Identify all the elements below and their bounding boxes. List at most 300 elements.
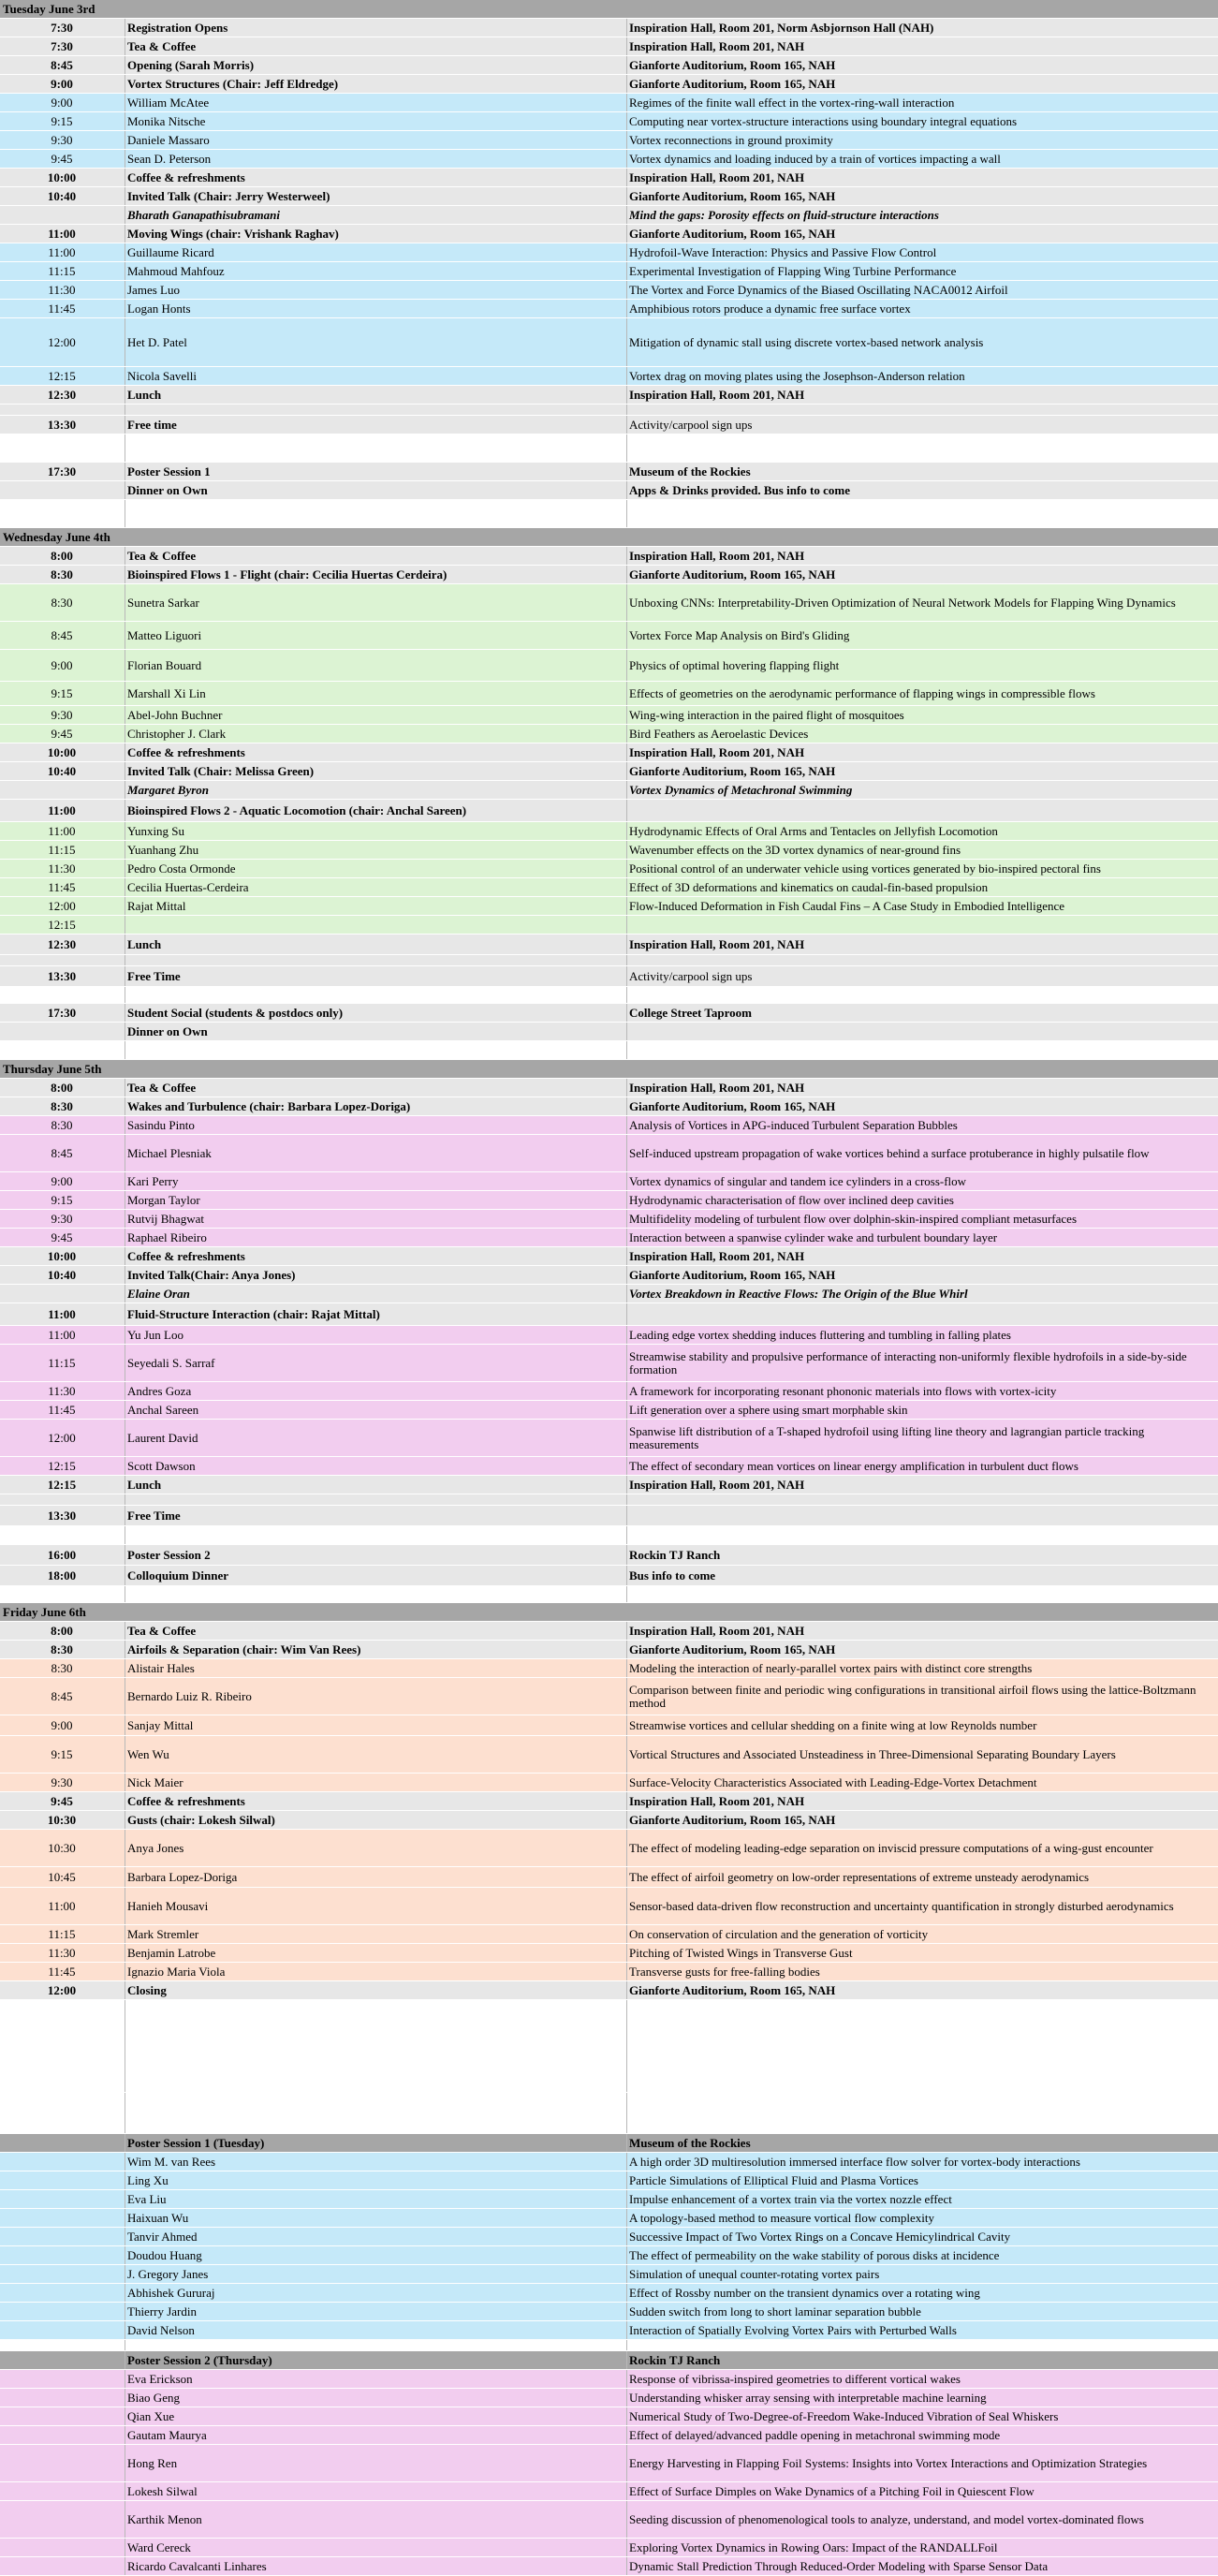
talk-title [629,1774,1215,1791]
column-divider [626,916,627,934]
talk-time-text: 9:30 [51,132,73,147]
session-time [0,743,124,761]
session-location [629,416,1215,434]
speaker-name [127,822,624,840]
speaker-name-text: Matteo Liguori [127,627,202,642]
talk-title-text: The effect of airfoil geometry on low-order representations of extreme unsteady aerodynamics [629,1869,1090,1884]
talk-time [0,1774,124,1791]
talk-time [0,94,124,111]
column-divider [626,206,627,224]
talk-title [629,1736,1215,1773]
day-title: Friday June 6th [3,1604,86,1619]
column-divider [626,725,627,743]
invited-talk-title [629,1285,1215,1303]
column-divider [626,94,627,111]
poster-presenter-text: Eva Liu [127,2191,167,2206]
poster-title-text: Sudden switch from long to short laminar separation bubble [629,2304,921,2318]
spacer-row [0,2093,1218,2134]
session-time [0,463,124,480]
session-title [127,19,624,37]
talk-time [0,1116,124,1134]
day-header [0,528,1218,547]
session-time-text: 12:30 [47,387,77,402]
speaker-name-text: Sunetra Sarkar [127,595,199,610]
column-divider [626,262,627,280]
talk-row [0,281,1218,300]
day-header [0,1060,1218,1079]
session-time-text: 10:40 [47,1267,77,1282]
session-time [0,1247,124,1265]
session-time [0,1097,124,1115]
column-divider [626,878,627,896]
session-title [127,1247,624,1265]
talk-title-text: Vortex dynamics and loading induced by a train of vortices impacting a wall [629,151,1001,166]
session-location-text: Inspiration Hall, Room 201, NAH [629,169,805,184]
session-title-text: Free Time [127,1508,181,1523]
poster-row [0,2246,1218,2265]
talk-title-text: Wing-wing interaction in the paired flight of mosquitoes [629,707,904,722]
talk-row [0,94,1218,112]
session-time [0,225,124,243]
talk-title-text: The Vortex and Force Dynamics of the Biased Oscillating NACA0012 Airfoil [629,282,1008,297]
speaker-name [127,1229,624,1246]
poster-row [0,2370,1218,2389]
speaker-name [127,1736,624,1773]
session-title [127,566,624,583]
session-title [127,1506,624,1525]
session-time-text: 8:30 [51,1641,73,1656]
column-divider [626,2426,627,2444]
session-time-text: 8:00 [51,1080,73,1095]
session-title [127,547,624,565]
session-location-text: Gianforte Auditorium, Room 165, NAH [629,1098,836,1113]
session-location [629,169,1215,186]
session-time-text: 8:30 [51,567,73,581]
talk-row [0,1172,1218,1191]
poster-presenter-text: Gautam Maurya [127,2427,207,2442]
session-time-text: 11:00 [48,1306,76,1321]
column-divider [626,2351,627,2369]
poster-title-text: Impulse enhancement of a vortex train via the vortex nozzle effect [629,2191,952,2206]
poster-title [629,2407,1215,2425]
poster-presenter [127,2501,624,2538]
column-divider [626,2340,627,2350]
session-location [629,1097,1215,1115]
session-title [127,1097,624,1115]
poster-title-text: Simulation of unequal counter-rotating vortex pairs [629,2266,880,2281]
session-location-text: Museum of the Rockies [629,464,751,478]
invited-talk-row [0,206,1218,225]
talk-title [629,243,1215,261]
speaker-name [127,897,624,915]
session-time [0,19,124,37]
speaker-name-text: Rutvij Bhagwat [127,1211,204,1226]
gap-row [0,955,1218,966]
talk-row [0,1345,1218,1382]
spacer-row [0,434,1218,463]
talk-time [0,1210,124,1228]
session-time [0,75,124,93]
poster-title-text: A high order 3D multiresolution immersed interface flow solver for vortex-body interactions [629,2154,1080,2169]
column-divider [626,2501,627,2538]
poster-presenter-text: Ling Xu [127,2172,169,2187]
poster-presenter [127,2539,624,2556]
talk-row [0,131,1218,150]
talk-time-text: 11:00 [48,244,76,259]
talk-row [0,150,1218,169]
speaker-name-text: Nick Maier [127,1774,183,1789]
session-time-text: 10:40 [47,763,77,778]
column-divider [626,243,627,261]
column-divider [626,1285,627,1303]
talk-row [0,300,1218,318]
session-time [0,386,124,404]
column-divider [626,1229,627,1246]
poster-presenter-text: David Nelson [127,2322,195,2337]
talk-title-text: Vortex drag on moving plates using the Josephson-Anderson relation [629,368,965,383]
session-title [127,1476,624,1494]
poster-presenter-text: Biao Geng [127,2390,180,2405]
session-time-text: 7:30 [51,20,73,35]
talk-time-text: 9:00 [51,657,73,672]
session-row [0,566,1218,584]
invited-speaker [127,781,624,799]
poster-presenter-text: Karthik Menon [127,2511,202,2526]
column-divider [626,1097,627,1115]
session-location-text: Inspiration Hall, Room 201, NAH [629,936,805,951]
session-location-text: Gianforte Auditorium, Room 165, NAH [629,763,836,778]
talk-row [0,1191,1218,1210]
session-title-text: Invited Talk(Chair: Anya Jones) [127,1267,296,1282]
speaker-name [127,841,624,859]
session-time-text: 9:45 [51,1793,73,1808]
session-time [0,1811,124,1829]
talk-time-text: 9:15 [51,1746,73,1761]
session-location-text: Gianforte Auditorium, Room 165, NAH [629,1812,836,1827]
speaker-name [127,1210,624,1228]
session-title [127,1981,624,1999]
poster-title [629,2389,1215,2407]
column-divider [626,2246,627,2264]
session-title-text: Dinner on Own [127,1023,208,1038]
session-title-text: Moving Wings (chair: Vrishank Raghav) [127,226,339,241]
poster-title [629,2321,1215,2339]
talk-title-text: Wavenumber effects on the 3D vortex dynamics of near-ground fins [629,842,961,857]
talk-time [0,860,124,877]
speaker-name-text: Yuanhang Zhu [127,842,199,857]
column-divider [626,1830,627,1866]
poster-title [629,2445,1215,2481]
poster-row [0,2501,1218,2539]
talk-title [629,112,1215,130]
talk-title-text: Analysis of Vortices in APG-induced Turbulent Separation Bubbles [629,1117,958,1132]
column-divider [626,1041,627,1059]
talk-title-text: Self-induced upstream propagation of wake vortices behind a surface protuberance in highly pulsatile flow [629,1145,1150,1160]
session-title [127,966,624,986]
column-divider [626,1210,627,1228]
talk-row [0,1457,1218,1476]
session-title [127,1641,624,1658]
day-title: Thursday June 5th [3,1061,102,1076]
speaker-name-text: Benjamin Latrobe [127,1945,216,1960]
poster-title [629,2426,1215,2444]
session-location [629,762,1215,780]
talk-title-text: The effect of secondary mean vortices on linear energy amplification in turbulent duct flows [629,1458,1079,1473]
talk-time-text: 9:15 [51,685,73,700]
poster-presenter-text: Abhishek Gururaj [127,2285,215,2300]
talk-title [629,1229,1215,1246]
poster-presenter-text: Eva Erickson [127,2371,193,2386]
session-location [629,1506,1215,1525]
speaker-name-text: Christopher J. Clark [127,726,227,741]
speaker-name [127,916,624,934]
column-divider [626,112,627,130]
poster-title [629,2501,1215,2538]
poster-session-title [127,2134,624,2152]
column-divider [626,150,627,168]
talk-title [629,367,1215,385]
session-time [0,1641,124,1658]
speaker-name [127,300,624,317]
speaker-name-text: Raphael Ribeiro [127,1229,207,1244]
talk-title [629,725,1215,743]
speaker-name [127,150,624,168]
session-title-text: Airfoils & Separation (chair: Wim Van Rees) [127,1641,361,1656]
session-time [0,547,124,565]
session-time-text: 18:00 [47,1568,77,1582]
session-time-text: 10:00 [47,1248,77,1263]
talk-row [0,367,1218,386]
session-title-text: Closing [127,1982,167,1997]
column-divider [626,37,627,55]
talk-row [0,860,1218,878]
talk-time-text: 9:00 [51,1173,73,1188]
column-divider [626,416,627,434]
talk-time [0,1172,124,1190]
poster-presenter [127,2246,624,2264]
session-location-text: Inspiration Hall, Room 201, NAH [629,1793,805,1808]
speaker-name-text: Mark Stremler [127,1926,199,1941]
invited-talk-title [629,206,1215,224]
session-time [0,1004,124,1022]
session-title-text: Fluid-Structure Interaction (chair: Rajat Mittal) [127,1306,380,1321]
speaker-name [127,1963,624,1980]
talk-row [0,1736,1218,1774]
talk-time [0,243,124,261]
talk-time-text: 11:45 [48,1964,76,1979]
poster-presenter [127,2482,624,2500]
column-divider [626,2134,627,2152]
talk-title [629,650,1215,681]
speaker-name [127,860,624,877]
poster-title-text: Understanding whisker array sensing with interpretable machine learning [629,2390,987,2405]
talk-title [629,1210,1215,1228]
column-divider [626,2303,627,2320]
session-title-text: Poster Session 2 [127,1547,211,1562]
poster-row [0,2539,1218,2557]
speaker-name-text: Alistair Hales [127,1660,195,1675]
poster-title [629,2190,1215,2208]
poster-title-text: The effect of permeability on the wake stability of porous disks at incidence [629,2247,1000,2262]
poster-row [0,2445,1218,2482]
talk-time-text: 9:45 [51,151,73,166]
session-time [0,169,124,186]
speaker-name [127,1659,624,1677]
poster-title-text: Effect of Rossby number on the transient dynamics over a rotating wing [629,2285,980,2300]
talk-title [629,1944,1215,1962]
talk-time-text: 9:45 [51,726,73,741]
session-location-text: Inspiration Hall, Room 201, NAH [629,387,805,402]
talk-row [0,1210,1218,1229]
speaker-name-text: Marshall Xi Lin [127,685,206,700]
speaker-name-text: Wen Wu [127,1746,169,1761]
talk-title-text: Unboxing CNNs: Interpretability-Driven Optimization of Neural Network Models for Flapping Wing Dynamics [629,595,1176,610]
column-divider [626,1266,627,1284]
session-location-text: Gianforte Auditorium, Room 165, NAH [629,188,836,203]
talk-title-text: Comparison between finite and periodic wing configurations in transitional airfoil flows using the lattice-Boltzmann method [629,1682,1196,1710]
column-divider [626,1247,627,1265]
session-row [0,800,1218,822]
column-divider [626,2539,627,2556]
poster-row [0,2284,1218,2303]
poster-presenter-text: Tanvir Ahmed [127,2229,198,2244]
session-time [0,56,124,74]
talk-title-text: Experimental Investigation of Flapping Wing Turbine Performance [629,263,957,278]
talk-time [0,822,124,840]
session-time-text: 10:30 [47,1812,77,1827]
session-location-text: Inspiration Hall, Room 201, NAH [629,1623,805,1638]
session-row [0,966,1218,987]
column-divider [626,841,627,859]
poster-presenter [127,2153,624,2171]
talk-row [0,1116,1218,1135]
talk-row [0,1830,1218,1867]
session-time-text: 8:30 [51,1098,73,1113]
session-title-text: Coffee & refreshments [127,744,245,759]
session-title [127,1303,624,1325]
talk-time [0,131,124,149]
poster-title [629,2171,1215,2189]
column-divider [626,781,627,799]
speaker-name [127,1382,624,1400]
speaker-name [127,650,624,681]
column-divider [626,1526,627,1544]
talk-title [629,94,1215,111]
poster-row [0,2209,1218,2228]
session-time [0,1079,124,1097]
speaker-name-text: Pedro Costa Ormonde [127,861,236,876]
column-divider [626,2284,627,2302]
poster-row [0,2407,1218,2426]
session-location [629,1545,1215,1565]
column-divider [626,1079,627,1097]
talk-row [0,725,1218,743]
session-title [127,743,624,761]
talk-title-text: Transverse gusts for free-falling bodies [629,1964,820,1979]
session-title [127,1566,624,1585]
talk-row [0,897,1218,916]
session-location [629,1079,1215,1097]
column-divider [626,1345,627,1381]
talk-time-text: 11:15 [48,263,76,278]
talk-time-text: 9:15 [51,113,73,128]
talk-title-text: Vortex Force Map Analysis on Bird's Gliding [629,627,850,642]
speaker-name [127,1678,624,1715]
poster-presenter [127,2190,624,2208]
talk-time-text: 8:30 [51,1117,73,1132]
talk-time-text: 11:15 [48,1926,76,1941]
session-location-text: Inspiration Hall, Room 201, NAH [629,1248,805,1263]
invited-talk-row [0,1285,1218,1303]
session-row [0,56,1218,75]
talk-title-text: Effects of geometries on the aerodynamic performance of flapping wings in compressible flows [629,685,1095,700]
column-divider [626,987,627,1003]
session-row [0,1303,1218,1326]
column-divider [626,955,627,965]
session-title-text: Bioinspired Flows 2 - Aquatic Locomotion (chair: Anchal Sareen) [127,802,467,817]
session-location-text: Gianforte Auditorium, Room 165, NAH [629,1982,836,1997]
talk-title [629,1925,1215,1943]
session-location-text: Inspiration Hall, Room 201, NAH [629,1477,805,1492]
session-row [0,935,1218,955]
column-divider [626,1303,627,1325]
talk-title-text: The effect of modeling leading-edge separation on inviscid pressure computations of a wing-gust encounter [629,1840,1153,1855]
session-time [0,1506,124,1525]
column-divider [626,800,627,821]
invited-talk-title-text: Mind the gaps: Porosity effects on fluid-structure interactions [629,207,939,222]
talk-title [629,916,1215,934]
poster-title-text: Effect of Surface Dimples on Wake Dynamics of a Pitching Foil in Quiescent Flow [629,2483,1035,2498]
talk-title-text: Mitigation of dynamic stall using discrete vortex-based network analysis [629,334,984,349]
poster-presenter [127,2303,624,2320]
poster-title-text: Numerical Study of Two-Degree-of-Freedom Wake-Induced Vibration of Seal Whiskers [629,2408,1059,2423]
column-divider [626,966,627,986]
column-divider [626,1116,627,1134]
speaker-name-text: Barbara Lopez-Doriga [127,1869,238,1884]
talk-time [0,1867,124,1887]
column-divider [626,500,627,527]
session-location-text: Gianforte Auditorium, Room 165, NAH [629,76,836,91]
session-title-text: Vortex Structures (Chair: Jeff Eldredge) [127,76,339,91]
speaker-name [127,1888,624,1924]
session-time-text: 12:30 [47,936,77,951]
speaker-name-text: Michael Plesniak [127,1145,212,1160]
session-location [629,1023,1215,1040]
session-time [0,416,124,434]
poster-title [629,2303,1215,2320]
poster-presenter [127,2321,624,2339]
session-location [629,743,1215,761]
column-divider [626,318,627,366]
invited-time [0,206,124,224]
poster-title [629,2539,1215,2556]
session-row [0,481,1218,500]
invited-speaker [127,1285,624,1303]
talk-time [0,706,124,724]
column-divider [626,169,627,186]
poster-presenter-text: Hong Ren [127,2455,178,2470]
session-row [0,169,1218,187]
speaker-name [127,622,624,649]
talk-title-text: Lift generation over a sphere using smart morphable skin [629,1402,908,1417]
session-title [127,935,624,954]
talk-time [0,300,124,317]
session-time-text: 13:30 [47,968,77,983]
session-title [127,169,624,186]
column-divider [626,584,627,621]
talk-title-text: Interaction between a spanwise cylinder wake and turbulent boundary layer [629,1229,998,1244]
talk-title [629,1135,1215,1171]
